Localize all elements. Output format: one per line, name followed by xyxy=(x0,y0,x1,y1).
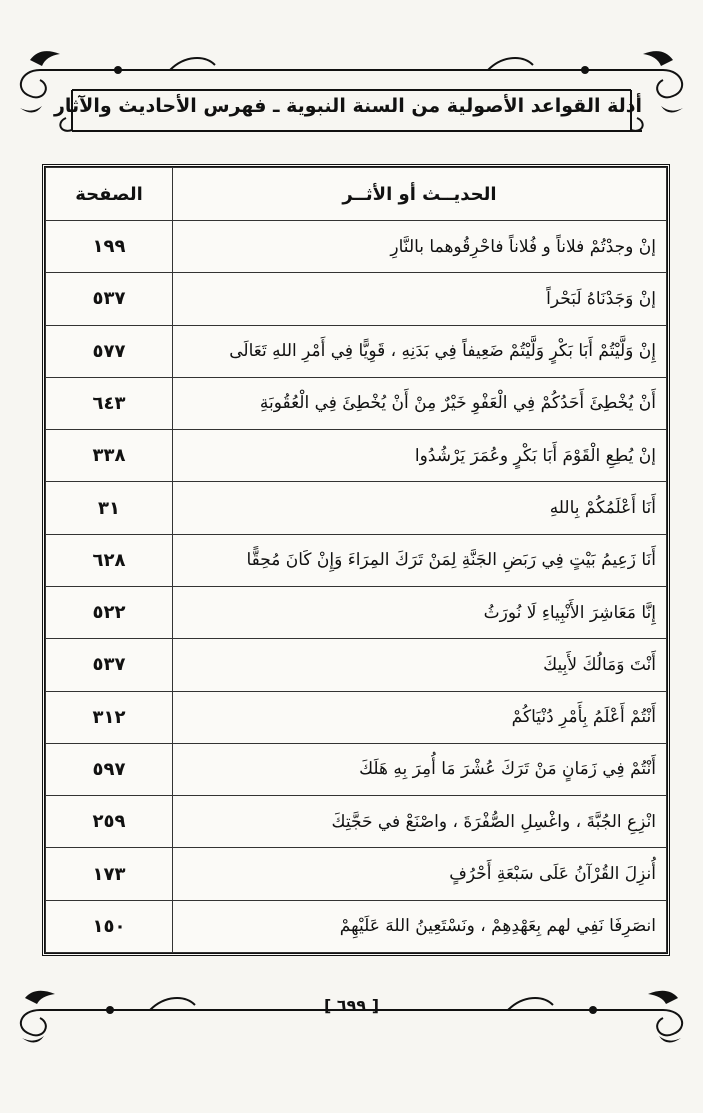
page-ref: ٦٤٣ xyxy=(46,377,173,429)
table-row xyxy=(46,743,667,795)
table-row xyxy=(46,534,667,586)
page-ref: ٦٢٨ xyxy=(46,534,173,586)
table-row xyxy=(46,430,667,482)
hadith-text: أَنْ يُخْطِئَ أَحَدُكُمْ فِي الْعَفْوِ خَيْرٌ مِنْ أَنْ يُخْطِئَ فِي الْعُقُوبَةِ xyxy=(173,377,667,429)
hadith-text: أَنْتَ وَمَالُكَ لأَبِيكَ xyxy=(173,639,667,691)
page-ref: ٥٣٧ xyxy=(46,273,173,325)
page-ref: ٣١ xyxy=(46,482,173,534)
hadith-text: أَنَا أَعْلَمُكُمْ بِاللهِ xyxy=(173,482,667,534)
hadith-text: إنْ وَجَدْنَاهُ لَبَحْراً xyxy=(173,273,667,325)
table-row xyxy=(46,325,667,377)
table-row xyxy=(46,691,667,743)
footer-ornament xyxy=(0,980,703,1050)
page-number: [ ٦٩٩ ] xyxy=(323,996,380,1015)
table-row xyxy=(46,586,667,638)
hadith-text: أَنْتُمْ فِي زَمَانٍ مَنْ تَرَكَ عُشْرَ مَا أُمِرَ بِهِ هَلَكَ xyxy=(173,743,667,795)
hadith-text: انْزِعِ الجُبَّةَ ، واغْسِلِ الصُّفْرَةَ ، واصْنَعْ في حَجَّتِكَ xyxy=(173,796,667,848)
hadith-text: أُنزِلَ القُرْآنُ عَلَى سَبْعَةِ أَحْرُفٍ xyxy=(173,848,667,900)
table-row xyxy=(46,482,667,534)
hadith-text: إنْ يُطِعِ الْقَوْمَ أَبَا بَكْرٍ وعُمَرَ يَرْشُدُوا xyxy=(173,430,667,482)
page-ref: ٣٣٨ xyxy=(46,430,173,482)
column-header-text: الحديــث أو الأثــر xyxy=(173,168,667,221)
page-ref: ٥٣٧ xyxy=(46,639,173,691)
table-header-row xyxy=(46,168,667,221)
table-row xyxy=(46,221,667,273)
page-ref: ١٥٠ xyxy=(46,900,173,952)
page-ref: ٣١٢ xyxy=(46,691,173,743)
table-row xyxy=(46,796,667,848)
hadith-text: أَنَا زَعِيمُ بَيْتٍ فِي رَبَضِ الجَنَّةِ لِمَنْ تَرَكَ المِرَاءَ وَإِنْ كَانَ مُحِقًّا xyxy=(173,534,667,586)
column-header-page: الصفحة xyxy=(46,168,173,221)
page-ref: ١٩٩ xyxy=(46,221,173,273)
page-ref: ٢٥٩ xyxy=(46,796,173,848)
table-row xyxy=(46,900,667,952)
page-ref: ١٧٣ xyxy=(46,848,173,900)
table-row xyxy=(46,848,667,900)
hadith-text: إِنَّا مَعَاشِرَ الأَنْبِياءِ لَا نُورَثُ xyxy=(173,586,667,638)
table-row xyxy=(46,639,667,691)
table-row xyxy=(46,273,667,325)
hadith-text: إنْ وجدْتُمْ فلاناً و فُلاناً فاحْرِقُوهما بالنَّارِ xyxy=(173,221,667,273)
hadith-index-table xyxy=(42,164,670,956)
hadith-text: إِنْ وَلَّيْتُمْ أَبَا بَكْرٍ وَلَّيْتُمْ ضَعِيفاً فِي بَدَنِهِ ، قَوِيًّا فِي أَمْرِ اللهِ تَعَالَى xyxy=(173,325,667,377)
header-rule xyxy=(72,130,642,132)
hadith-text: أَنْتُمْ أَعْلَمُ بِأَمْرِ دُنْيَاكُمْ xyxy=(173,691,667,743)
table-row xyxy=(46,377,667,429)
running-head: أدلة القواعد الأصولية من السنة النبوية ـ فهرس الأحاديث والآثار xyxy=(53,95,642,117)
page-ref: ٥٢٢ xyxy=(46,586,173,638)
page-ref: ٥٧٧ xyxy=(46,325,173,377)
page-ref: ٥٩٧ xyxy=(46,743,173,795)
hadith-text: انصَرِفَا نَفِي لهم بِعَهْدِهِمْ ، ونَسْتَعِينُ اللهَ عَلَيْهِمْ xyxy=(173,900,667,952)
